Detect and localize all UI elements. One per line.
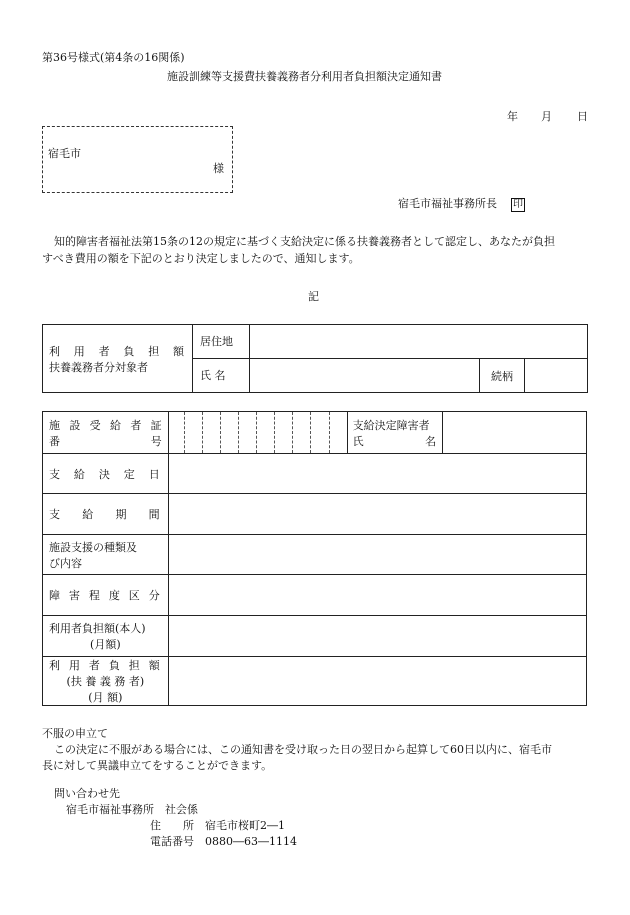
payment-period-value <box>168 494 586 535</box>
guardian-target-label-line-1: 利 用 者 負 担 額 <box>49 344 184 358</box>
document-title: 施設訓練等支援費扶養義務者分利用者負担額決定通知書 <box>167 70 442 83</box>
body-text-line-2: すべき費用の額を下記のとおり決定しましたので、通知します。 <box>42 252 360 265</box>
decision-date-label: 支 給 決 定 日 <box>43 454 169 494</box>
self-burden-label <box>43 616 169 657</box>
guardian-target-table <box>42 324 588 393</box>
contact-phone-line <box>150 835 297 849</box>
cert-digit-cell <box>275 412 293 454</box>
contact-address-label: 住 所 <box>150 819 194 832</box>
disabled-person-value <box>443 412 587 454</box>
service-type-value <box>168 535 586 575</box>
issuer-line <box>398 197 525 212</box>
contact-phone: 0880―63―1114 <box>205 835 297 848</box>
service-type-label-line-2: び内容 <box>49 556 82 570</box>
cert-digit-cell <box>220 412 238 454</box>
contact-address-line <box>150 819 285 833</box>
service-type-label-line-1: 施設支援の種類及 <box>49 540 137 554</box>
cert-digit-cell <box>293 412 311 454</box>
body-text-line-1: 知的障害者福祉法第15条の12の規定に基づく支給決定に係る扶養義務者として認定し、あなたが負担 <box>54 235 555 248</box>
disabled-person-label-shi: 氏 <box>352 434 364 448</box>
cert-digit-cell <box>202 412 220 454</box>
guardian-target-label-line-2: 扶養義務者分対象者 <box>49 360 148 374</box>
date-year: 年 <box>507 110 518 123</box>
disabled-person-label <box>347 412 443 454</box>
contact-office: 宿毛市福祉事務所 社会係 <box>66 803 198 816</box>
seal-mark: 印 <box>513 199 523 210</box>
guardian-target-label <box>43 325 193 393</box>
service-type-label <box>43 535 169 575</box>
self-burden-label-line-1: 利用者負担額(本人) <box>49 622 146 635</box>
ki-marker: 記 <box>308 290 319 303</box>
relation-label: 続柄 <box>480 359 525 393</box>
issuer-name: 宿毛市福祉事務所長 <box>398 197 497 210</box>
disabled-person-label-mei: 名 <box>425 434 437 448</box>
contact-heading: 問い合わせ先 <box>54 787 120 800</box>
relation-value <box>525 359 588 393</box>
cert-number-label-ban: 番 <box>49 434 60 448</box>
name-label: 氏 名 <box>193 359 250 393</box>
self-burden-label-line-2: (月額) <box>90 638 121 651</box>
date-day: 日 <box>577 110 588 123</box>
guardian-burden-value <box>168 657 586 706</box>
guardian-burden-label-line-1: 利 用 者 負 担 額 <box>49 659 160 672</box>
objection-line-1: この決定に不服がある場合には、この通知書を受け取った日の翌日から起算して60日以内に、宿毛市 <box>54 743 552 756</box>
cert-digit-cell <box>168 412 184 454</box>
objection-line-2: 長に対して異議申立てをすることができます。 <box>42 759 273 772</box>
decision-table <box>42 411 587 706</box>
guardian-burden-label-line-3: (月 額) <box>88 691 123 704</box>
cert-number-label-line-1: 施 設 受 給 者 証 <box>49 418 162 432</box>
cert-digit-cell <box>184 412 202 454</box>
cert-digit-cell <box>257 412 275 454</box>
form-number: 第36号様式(第4条の16関係) <box>42 51 185 64</box>
cert-number-label <box>43 412 169 454</box>
disabled-person-label-line-1: 支給決定障害者 <box>352 418 430 432</box>
objection-heading: 不服の申立て <box>42 727 108 740</box>
disability-level-value <box>168 575 586 616</box>
contact-address: 宿毛市桜町2―1 <box>205 819 285 832</box>
decision-date-value <box>168 454 586 494</box>
date-month: 月 <box>541 110 552 123</box>
residence-label: 居住地 <box>193 325 250 359</box>
recipient-city: 宿毛市 <box>48 147 81 160</box>
guardian-burden-label <box>43 657 169 706</box>
recipient-honorific: 様 <box>213 162 224 175</box>
cert-digit-cell <box>311 412 329 454</box>
disability-level-label: 障 害 程 度 区 分 <box>43 575 169 616</box>
residence-value <box>250 325 588 359</box>
self-burden-value <box>168 616 586 657</box>
cert-digit-cell <box>329 412 347 454</box>
contact-phone-label: 電話番号 <box>150 835 194 848</box>
payment-period-label: 支 給 期 間 <box>43 494 169 535</box>
cert-digit-cell <box>239 412 257 454</box>
name-value <box>250 359 480 393</box>
guardian-burden-label-line-2: (扶 養 義 務 者) <box>66 675 145 688</box>
cert-number-label-go: 号 <box>150 434 162 448</box>
